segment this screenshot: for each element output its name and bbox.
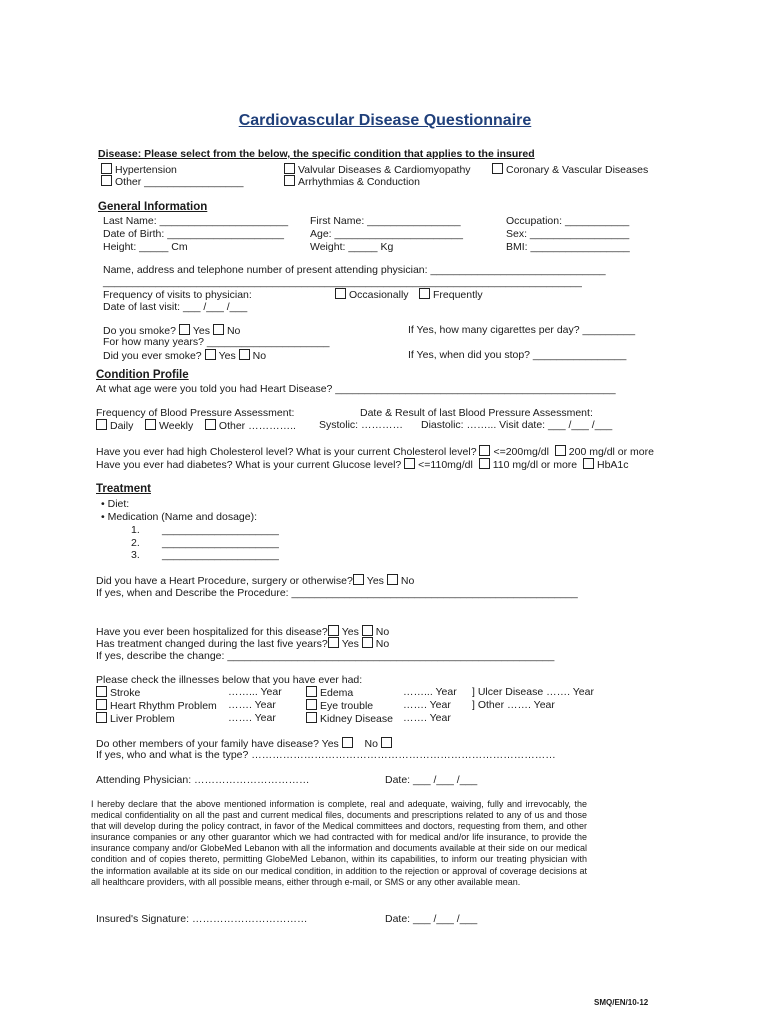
hba1c-checkbox[interactable] <box>583 458 594 469</box>
chol-high-label: 200 mg/dl or more <box>568 446 654 458</box>
bullet-icon: • <box>101 498 105 510</box>
medication-field-3[interactable]: ____________________ <box>162 549 279 561</box>
glucose-high-checkbox[interactable] <box>479 458 490 469</box>
occasionally-label: Occasionally <box>349 289 409 301</box>
bullet-icon: • <box>101 511 105 523</box>
treatment-heading: Treatment <box>96 483 151 495</box>
declaration-paragraph: I hereby declare that the above mentioned information is complete, real and adequate, waiving, fully and irrevocably, the medical confidentiality on all the past and current medical files, documents and prescriptions related to any of us and those that will develop during the policy contract, in favor of the Medical committees and doctors, requesting from them, and other insurance companies or any other guarantor which we had contracted with for medical and/or life insurance, to provide the insurance company and/or GlobeMed Lebanon with all the information and documents available at their side on our medical condition and of copies thereto, permitting GlobeMed Lebanon, within its capabilities, to inform our treating physician with the information available at its side on our medical condition, in addition to the rejection or approval of coverage decisions at all healthcare providers, with all possible means, either through e-mail, or SMS or any other available mean. <box>91 799 587 887</box>
footer-code: SMQ/EN/10-12 <box>594 998 649 1007</box>
coronary-checkbox[interactable] <box>492 163 503 174</box>
glucose-low-label: <=110mg/dl <box>418 459 473 471</box>
systolic-field[interactable]: Systolic: ………… <box>319 419 404 431</box>
glucose-high-label: 110 mg/dl or more <box>492 459 578 471</box>
weekly-label: Weekly <box>159 420 194 432</box>
liver-year-field[interactable]: ……. Year <box>228 712 276 724</box>
ever-smoke-question: Did you ever smoke? <box>103 350 202 362</box>
eye-year-field[interactable]: ……. Year <box>403 699 451 711</box>
edema-year-field[interactable]: ……... Year <box>403 686 457 698</box>
family-no-label: No <box>364 738 378 750</box>
smoke-yes-label: Yes <box>192 325 211 337</box>
coronary-label: Coronary & Vascular Diseases <box>506 164 649 176</box>
attending-date-field[interactable]: Date: ___ /___ /___ <box>385 774 478 786</box>
valvular-label: Valvular Diseases & Cardiomyopathy <box>298 164 471 176</box>
eye-trouble-checkbox[interactable] <box>306 699 317 710</box>
arrhythmias-checkbox[interactable] <box>284 175 295 186</box>
cigarettes-field[interactable]: If Yes, how many cigarettes per day? _________ <box>408 324 636 336</box>
medication-number-2: 2. <box>131 537 140 549</box>
ulcer-label: Ulcer Disease ……. Year <box>477 686 594 698</box>
stroke-checkbox[interactable] <box>96 686 107 697</box>
bp-result-label: Date & Result of last Blood Pressure Assessment: <box>360 407 593 419</box>
procedure-description-field[interactable]: If yes, when and Describe the Procedure: _________________________________________________ <box>96 587 578 599</box>
other-disease-label: Other _________________ <box>115 176 244 188</box>
condition-heading: Condition Profile <box>96 369 189 381</box>
frequently-label: Frequently <box>433 289 483 301</box>
hypertension-label: Hypertension <box>115 164 177 176</box>
heart-disease-age-field[interactable]: At what age were you told you had Heart Disease? ________________________________________________ <box>96 383 616 395</box>
illnesses-heading: Please check the illnesses below that you have ever had: <box>96 674 363 686</box>
height-field[interactable]: Height: _____ Cm <box>103 241 188 253</box>
changed-yes-label: Yes <box>341 638 359 650</box>
medication-number-3: 3. <box>131 549 140 561</box>
kidney-checkbox[interactable] <box>306 712 317 723</box>
disease-heading: Disease: Please select from the below, the specific condition that applies to the insured <box>98 148 535 160</box>
medication-label: Medication (Name and dosage): <box>107 511 258 523</box>
attending-physician-field[interactable]: Attending Physician: …………………………… <box>96 774 310 786</box>
other-disease-checkbox[interactable] <box>101 175 112 186</box>
hospitalized-question: Have you ever been hospitalized for this disease? <box>96 626 328 638</box>
smoke-no-label: No <box>226 325 241 337</box>
dob-field[interactable]: Date of Birth: ____________________ <box>103 228 284 240</box>
family-no-checkbox[interactable] <box>381 737 392 748</box>
other-frequency-checkbox[interactable] <box>205 419 216 430</box>
eye-trouble-label: Eye trouble <box>320 700 374 712</box>
hospitalized-yes-label: Yes <box>341 626 359 638</box>
diastolic-field[interactable]: Diastolic: ……... Visit date: ___ /___ /___ <box>421 419 613 431</box>
heart-rhythm-year-field[interactable]: ……. Year <box>228 699 276 711</box>
diabetes-question: Have you ever had diabetes? What is your current Glucose level? <box>96 459 402 471</box>
chol-low-label: <=200mg/dl <box>493 446 549 458</box>
smoking-years-field[interactable]: For how many years? _____________________ <box>103 336 330 348</box>
treatment-changed-question: Has treatment changed during the last five years? <box>96 638 328 650</box>
family-type-field[interactable]: If yes, who and what is the type? …………………………………………………………………………… <box>96 749 556 761</box>
procedure-yes-checkbox[interactable] <box>353 574 364 585</box>
diet-label: Diet: <box>107 498 130 510</box>
changed-no-checkbox[interactable] <box>362 637 373 648</box>
ever-smoke-no-checkbox[interactable] <box>239 349 250 360</box>
signature-date-field[interactable]: Date: ___ /___ /___ <box>385 913 478 925</box>
arrhythmias-label: Arrhythmias & Conduction <box>298 176 420 188</box>
family-yes-label: Yes <box>321 738 339 750</box>
stop-smoking-field[interactable]: If Yes, when did you stop? ________________ <box>408 349 627 361</box>
first-name-field[interactable]: First Name: ________________ <box>310 215 461 227</box>
procedure-question: Did you have a Heart Procedure, surgery or otherwise? <box>96 575 353 587</box>
age-field[interactable]: Age: ______________________ <box>310 228 463 240</box>
occupation-field[interactable]: Occupation: ___________ <box>506 215 630 227</box>
chol-high-checkbox[interactable] <box>555 445 566 456</box>
other-illness-checkbox[interactable]: ] <box>472 699 475 711</box>
change-description-field[interactable]: If yes, describe the change: ________________________________________________________ <box>96 650 555 662</box>
heart-rhythm-checkbox[interactable] <box>96 699 107 710</box>
daily-label: Daily <box>110 420 134 432</box>
procedure-no-label: No <box>400 575 415 587</box>
smoke-no-checkbox[interactable] <box>213 324 224 335</box>
changed-yes-checkbox[interactable] <box>328 637 339 648</box>
kidney-year-field[interactable]: ……. Year <box>403 712 451 724</box>
kidney-label: Kidney Disease <box>320 713 393 725</box>
medication-number-1: 1. <box>131 524 140 536</box>
stroke-label: Stroke <box>110 687 141 699</box>
medication-field-2[interactable]: ____________________ <box>162 537 279 549</box>
chol-low-checkbox[interactable] <box>479 445 490 456</box>
stroke-year-field[interactable]: ……... Year <box>228 686 282 698</box>
daily-checkbox[interactable] <box>96 419 107 430</box>
family-question: Do other members of your family have disease? <box>96 738 319 750</box>
physician-field[interactable]: Name, address and telephone number of present attending physician: ______________________________ <box>103 264 606 276</box>
signature-field[interactable]: Insured's Signature: …………………………… <box>96 913 308 925</box>
valvular-checkbox[interactable] <box>284 163 295 174</box>
ever-smoke-yes-label: Yes <box>218 350 236 362</box>
physician-field-line2[interactable]: __________________________________________________________________________________ <box>103 276 582 288</box>
bp-frequency-label: Frequency of Blood Pressure Assessment: <box>96 407 295 419</box>
liver-label: Liver Problem <box>110 713 175 725</box>
smoke-question: Do you smoke? <box>103 325 176 337</box>
visit-frequency-label: Frequency of visits to physician: <box>103 289 252 301</box>
family-yes-checkbox[interactable] <box>342 737 353 748</box>
last-visit-field[interactable]: Date of last visit: ___ /___ /___ <box>103 301 248 313</box>
smoke-yes-checkbox[interactable] <box>179 324 190 335</box>
procedure-no-checkbox[interactable] <box>387 574 398 585</box>
weekly-checkbox[interactable] <box>145 419 156 430</box>
other-illness-label: Other ……. Year <box>477 699 555 711</box>
heart-rhythm-label: Heart Rhythm Problem <box>110 700 217 712</box>
changed-no-label: No <box>375 638 390 650</box>
last-name-field[interactable]: Last Name: ______________________ <box>103 215 289 227</box>
occasionally-checkbox[interactable] <box>335 288 346 299</box>
hospitalized-no-label: No <box>375 626 390 638</box>
hospitalized-no-checkbox[interactable] <box>362 625 373 636</box>
glucose-low-checkbox[interactable] <box>404 458 415 469</box>
medication-field-1[interactable]: ____________________ <box>162 524 279 536</box>
ever-smoke-yes-checkbox[interactable] <box>205 349 216 360</box>
liver-checkbox[interactable] <box>96 712 107 723</box>
ever-smoke-no-label: No <box>252 350 267 362</box>
general-heading: General Information <box>98 201 208 213</box>
cholesterol-question: Have you ever had high Cholesterol level? What is your current Cholesterol level? <box>96 446 477 458</box>
bmi-field[interactable]: BMI: _________________ <box>506 241 630 253</box>
ulcer-checkbox[interactable]: ] <box>472 686 475 698</box>
weight-field[interactable]: Weight: _____ Kg <box>310 241 394 253</box>
edema-checkbox[interactable] <box>306 686 317 697</box>
edema-label: Edema <box>320 687 354 699</box>
frequently-checkbox[interactable] <box>419 288 430 299</box>
hypertension-checkbox[interactable] <box>101 163 112 174</box>
other-frequency-label: Other ………….. <box>218 420 296 432</box>
page-title: Cardiovascular Disease Questionnaire <box>238 112 532 129</box>
hospitalized-yes-checkbox[interactable] <box>328 625 339 636</box>
sex-field[interactable]: Sex: _________________ <box>506 228 630 240</box>
procedure-yes-label: Yes <box>366 575 384 587</box>
hba1c-label: HbA1c <box>596 459 629 471</box>
